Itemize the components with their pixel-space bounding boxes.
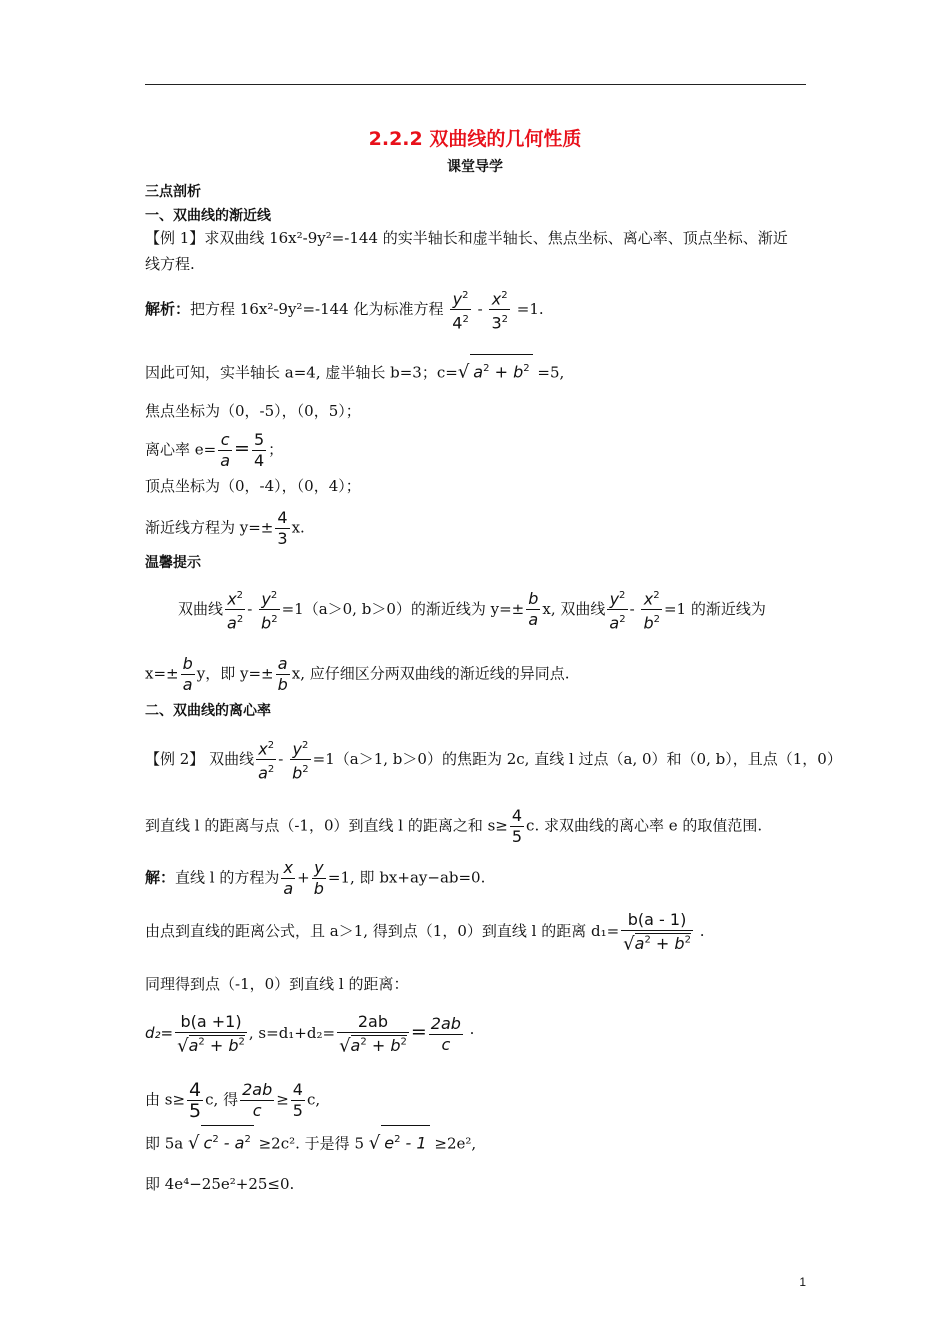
fraction-y2-a2: $\frac{y^2}{a^2}$ <box>607 586 627 634</box>
tip-line2: x=± $\frac{b}{a}$ y，即 y=± $\frac{a}{b}$ x, 应仔细区分两双曲线的渐近线的异同点. <box>145 654 570 694</box>
fraction-x-over-a: $\frac{x}{a}$ <box>283 858 294 898</box>
eccentricity-line: 离心率 e= $\frac{c}{a}$ = $\frac{5}{4}$ ； <box>145 430 284 470</box>
section-main-heading: 三点剖析 <box>145 184 201 200</box>
fraction-x2-over-3sq: $\frac{x^2}{3^2}$ <box>489 286 510 334</box>
fraction-y-over-b: $\frac{y}{b}$ <box>313 858 324 898</box>
fraction-a-over-b: $\frac{a}{b}$ <box>277 654 288 694</box>
example1-text: 求双曲线 16x²-9y²=-144 的实半轴长和虚半轴长、焦点坐标、离心率、顶点坐标、渐近 <box>204 229 788 247</box>
analysis-label: 解析： <box>145 299 191 318</box>
fraction-d2: $\frac{b(a +1)}{√a^2 + b^2}$ <box>177 1012 245 1057</box>
example2-line1: 【例 2】 双曲线 $\frac{x^2}{a^2}$ - $\frac{y^2}{b^2}$ =1（a＞1, b＞0）的焦距为 2c, 直线 l 过点（a, 0）和（0, b），且点（1，0） <box>145 736 810 784</box>
solution-line3: 同理得到点（-1，0）到直线 l 的距离： <box>145 975 409 993</box>
example1-line2: 线方程. <box>145 255 195 273</box>
fraction-b-over-a-2: $\frac{b}{a}$ <box>182 654 193 694</box>
fraction-d1: $\frac{b(a - 1)}{√a^2 + b^2}$ <box>623 910 691 955</box>
fraction-4-over-5: $\frac{4}{5}$ <box>511 806 523 846</box>
fraction-c-over-a: $\frac{c}{a}$ <box>220 430 231 470</box>
fraction-y2-b2-ex2: $\frac{y^2}{b^2}$ <box>290 736 311 784</box>
section2-heading: 二、双曲线的离心率 <box>145 703 271 719</box>
solution-line5: 由 s≥ $\frac{4}{5}$ c, 得 $\frac{2ab}{c}$ ≥ $\frac{4}{5}$ c, <box>145 1079 321 1122</box>
fraction-2ab-over-c-b: $\frac{2ab}{c}$ <box>242 1080 273 1120</box>
document-subtitle: 课堂导学 <box>447 159 503 175</box>
fraction-x2-a2-ex2: $\frac{x^2}{a^2}$ <box>256 736 276 784</box>
top-rule <box>145 84 806 85</box>
fraction-2ab-over-c: $\frac{2ab}{c}$ <box>430 1013 461 1054</box>
page-number: 1 <box>799 1275 806 1289</box>
solution-line1: 解：直线 l 的方程为 $\frac{x}{a}$ + $\frac{y}{b}$ =1, 即 bx+ay−ab=0. <box>145 858 486 898</box>
fraction-4-over-3: $\frac{4}{3}$ <box>277 508 288 548</box>
semi-axes-line: 因此可知，实半轴长 a=4, 虚半轴长 b=3；c=√ $a^2 + b^2 =5$, <box>145 354 810 385</box>
fraction-y2-b2: $\frac{y^2}{b^2}$ <box>259 586 280 634</box>
fraction-y2-over-4sq: $\frac{y^2}{4^2}$ <box>450 286 471 334</box>
example2-line2: 到直线 l 的距离与点（-1，0）到直线 l 的距离之和 s≥ $\frac{4}{5}$ c. 求双曲线的离心率 e 的取值范围. <box>145 806 763 846</box>
example1-line1 <box>145 225 810 251</box>
sqrt-c2-minus-a2: $c^2 - a^2$ <box>201 1125 254 1156</box>
analysis-text: 把方程 16x²-9y²=-144 化为标准方程 <box>190 299 444 318</box>
example1-label: 【例 1】 <box>145 229 205 247</box>
solution-line6: 即 5a √ $c^2 - a^2 \ge 2c^2$. 于是得 5 √ $e^2 - 1 \ge 2e^2$, <box>145 1125 810 1156</box>
fraction-x2-a2: $\frac{x^2}{a^2}$ <box>225 586 245 634</box>
solution-line4: d₂= $\frac{b(a +1)}{√a^2 + b^2}$ , s=d₁+d₂= $\frac{2ab}{√a^2 + b^2}$ = $\frac{2ab}{c}$ · <box>145 1012 475 1057</box>
section1-heading: 一、双曲线的渐近线 <box>145 208 271 224</box>
sqrt-e2-minus-1: $e^2 - 1$ <box>381 1125 429 1156</box>
vertex-line: 顶点坐标为（0，-4），（0，4）； <box>145 477 361 495</box>
fraction-x2-b2: $\frac{x^2}{b^2}$ <box>641 586 662 634</box>
tip-heading: 温馨提示 <box>145 555 201 571</box>
solution-line7: 即 4e⁴−25e²+25≤0. <box>145 1175 295 1193</box>
focus-line: 焦点坐标为（0，-5），（0，5）； <box>145 402 361 420</box>
fraction-5-over-4: $\frac{5}{4}$ <box>253 430 265 470</box>
tip-line1: 双曲线 $\frac{x^2}{a^2}$ - $\frac{y^2}{b^2}$ =1（a＞0, b＞0）的渐近线为 y=± $\frac{b}{a}$ x, 双曲线 $\frac{y^2}{a^2}$ - $\frac{x^2}{b^2}$ =1 的渐近线为 <box>178 586 843 634</box>
fraction-b-over-a: $\frac{b}{a}$ <box>528 589 539 630</box>
fraction-4-over-5-c: $\frac{4}{5}$ <box>292 1080 303 1120</box>
sqrt-a2-plus-b2: $a^2 + b^2$ <box>470 354 532 385</box>
fraction-4-over-5-b: $\frac{4}{5}$ <box>189 1079 202 1122</box>
asymptote-line: 渐近线方程为 y=± $\frac{4}{3}$ x. <box>145 508 305 548</box>
fraction-2ab-sqrt: $\frac{2ab}{√a^2 + b^2}$ <box>339 1012 407 1057</box>
document-title: 2.2.2 双曲线的几何性质 <box>368 128 582 150</box>
analysis-line: 解析：把方程 16x²-9y²=-144 化为标准方程 $\frac{y^2}{4^2}$ - $\frac{x^2}{3^2}$ =1. <box>145 286 810 334</box>
solution-line2: 由点到直线的距离公式，且 a＞1, 得到点（1，0）到直线 l 的距离 d₁= $\frac{b(a - 1)}{√a^2 + b^2}$ . <box>145 910 705 955</box>
